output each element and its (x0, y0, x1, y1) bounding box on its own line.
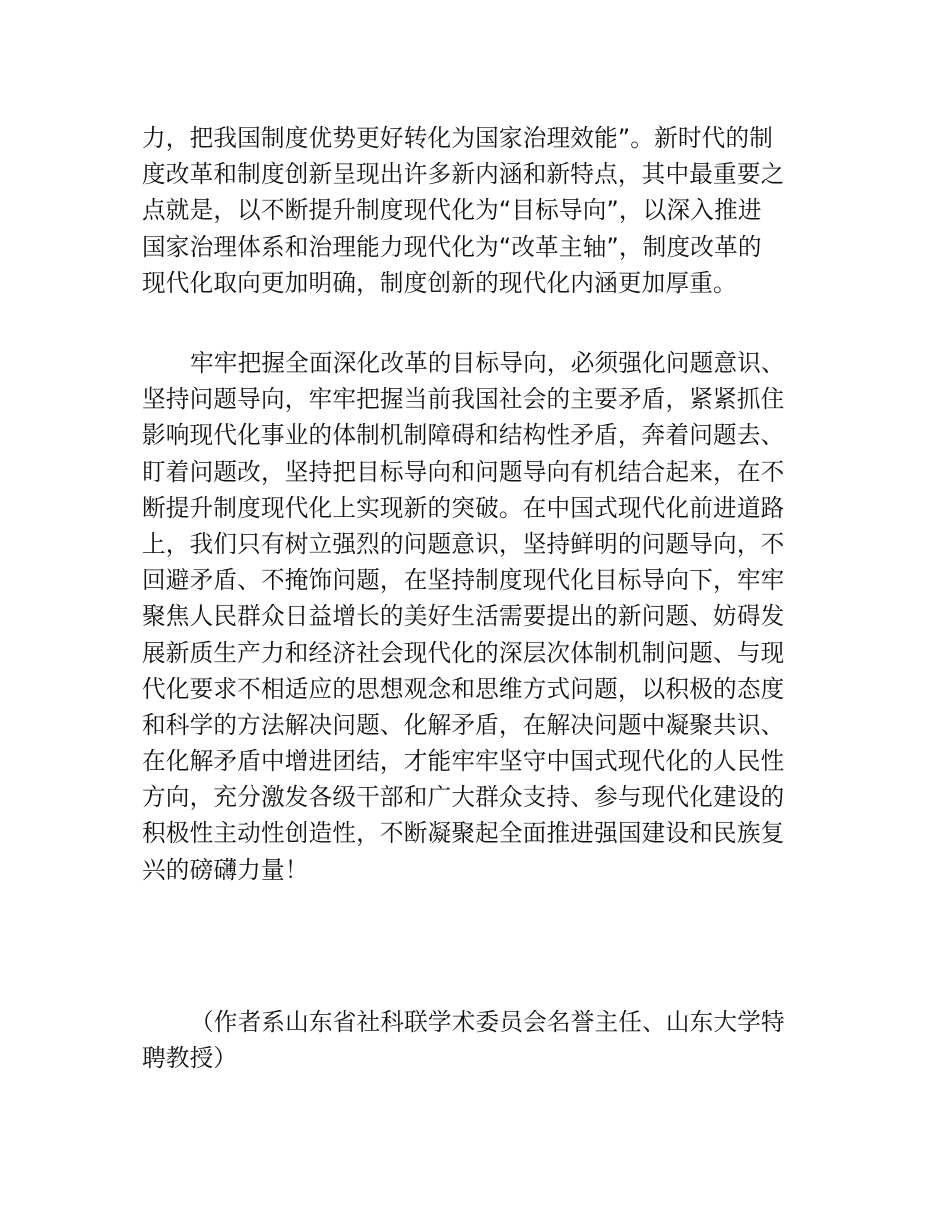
text-line: 度改革和制度创新呈现出许多新内涵和新特点，其中最重要之 (142, 160, 785, 189)
text-line: 国家治理体系和治理能力现代化为“改革主轴”，制度改革的 (142, 232, 762, 261)
text-line: 上，我们只有树立强烈的问题意识，坚持鲜明的问题导向，不 (142, 529, 785, 558)
text-line: 断提升制度现代化上实现新的突破。在中国式现代化前进道路 (142, 493, 785, 522)
author-note (142, 1004, 814, 1076)
text-line-first (142, 1004, 814, 1040)
text-line: 回避矛盾、不掩饰问题，在坚持制度现代化目标导向下，牢牢 (142, 566, 785, 595)
text-line: 积极性主动性创造性，不断凝聚起全面推进强国建设和民族复 (142, 819, 785, 848)
text-line: 兴的磅礴力量！ (142, 855, 309, 884)
text-line: 盯着问题改，坚持把目标导向和问题导向有机结合起来，在不 (142, 457, 785, 486)
paragraph-intro (142, 120, 814, 301)
text-line: 坚持问题导向，牢牢把握当前我国社会的主要矛盾，紧紧抓住 (142, 385, 785, 414)
text-line: 和科学的方法解决问题、化解矛盾，在解决问题中凝聚共识、 (142, 710, 785, 739)
text-line: 力，把我国制度优势更好转化为国家治理效能”。新时代的制 (142, 124, 774, 152)
paragraph-body (142, 345, 814, 888)
text-line: 现代化取向更加明确，制度创新的现代化内涵更加厚重。 (142, 268, 737, 297)
text-line: 在化解矛盾中增进团结，才能牢牢坚守中国式现代化的人民性 (142, 747, 785, 776)
text-line: 代化要求不相适应的思想观念和思维方式问题，以积极的态度 (142, 674, 785, 703)
text-line: 点就是，以不断提升制度现代化为“目标导向”，以深入推进 (142, 196, 762, 225)
text-line: 方向，充分激发各级干部和广大群众支持、参与现代化建设的 (142, 783, 785, 812)
text-line-content: 牢牢把握全面深化改革的目标导向，必须强化问题意识、 (190, 349, 785, 377)
text-line: 聚焦人民群众日益增长的美好生活需要提出的新问题、妨碍发 (142, 602, 785, 631)
text-line: 展新质生产力和经济社会现代化的深层次体制机制问题、与现 (142, 638, 785, 667)
text-line-content: （作者系山东省社科联学术委员会名誉主任、山东大学特 (190, 1008, 785, 1036)
text-line: 聘教授） (142, 1044, 238, 1073)
text-line-first (142, 345, 814, 381)
text-line: 影响现代化事业的体制机制障碍和结构性矛盾，奔着问题去、 (142, 421, 785, 450)
